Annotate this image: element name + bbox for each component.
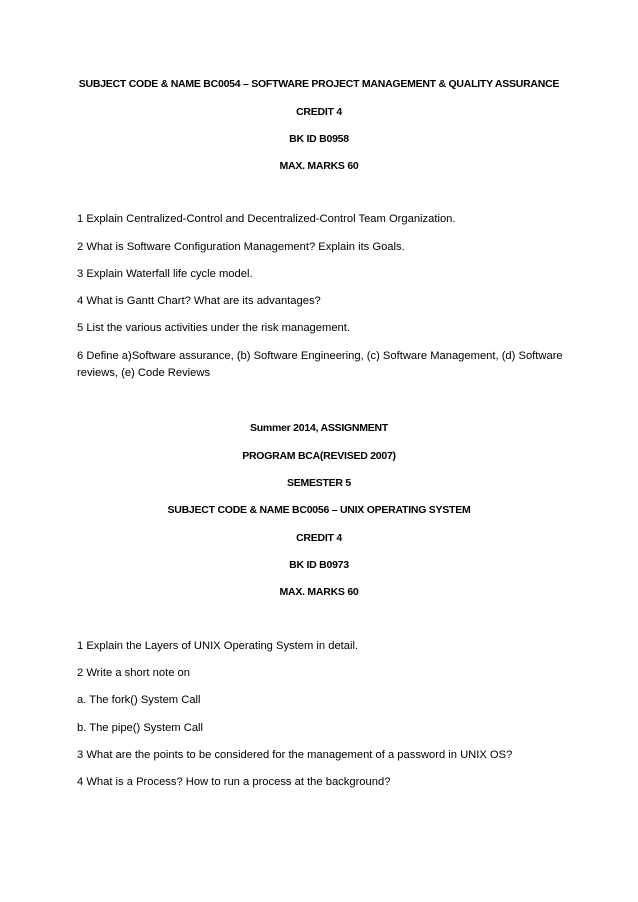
credit-label: CREDIT 4: [296, 106, 342, 118]
unix-question-2b: b. The pipe() System Call: [77, 722, 204, 734]
unix-question-4: 4 What is a Process? How to run a process at the background?: [77, 776, 391, 788]
book-id-label-2: BK ID B0973: [289, 559, 349, 571]
max-marks-label-2: MAX. MARKS 60: [279, 586, 359, 598]
max-marks-label: MAX. MARKS 60: [279, 160, 359, 172]
question-3: 3 Explain Waterfall life cycle model.: [77, 268, 253, 280]
unix-question-1: 1 Explain the Layers of UNIX Operating System in detail.: [77, 640, 359, 652]
question-5: 5 List the various activities under the risk management.: [77, 322, 350, 334]
unix-question-2a: a. The fork() System Call: [77, 694, 201, 706]
term-assignment-label: Summer 2014, ASSIGNMENT: [250, 422, 388, 434]
credit-label-2: CREDIT 4: [296, 532, 342, 544]
subject-title-bc0056: SUBJECT CODE & NAME BC0056 – UNIX OPERATING SYSTEM: [167, 504, 471, 516]
question-2: 2 What is Software Configuration Management? Explain its Goals.: [77, 241, 405, 253]
unix-question-3: 3 What are the points to be considered for the management of a password in UNIX OS?: [77, 749, 513, 761]
semester-label: SEMESTER 5: [286, 477, 352, 489]
question-4: 4 What is Gantt Chart? What are its advantages?: [77, 295, 321, 307]
unix-question-2: 2 Write a short note on: [77, 667, 190, 679]
subject-title-bc0054: SUBJECT CODE & NAME BC0054 – SOFTWARE PROJECT MANAGEMENT & QUALITY ASSURANCE: [78, 78, 560, 90]
question-6: 6 Define a)Software assurance, (b) Software Engineering, (c) Software Management, (d) Software reviews, (e) Code Reviews: [77, 350, 563, 379]
question-1: 1 Explain Centralized-Control and Decentralized-Control Team Organization.: [77, 213, 456, 225]
book-id-label: BK ID B0958: [289, 133, 349, 145]
program-label: PROGRAM BCA(REVISED 2007): [242, 450, 396, 462]
